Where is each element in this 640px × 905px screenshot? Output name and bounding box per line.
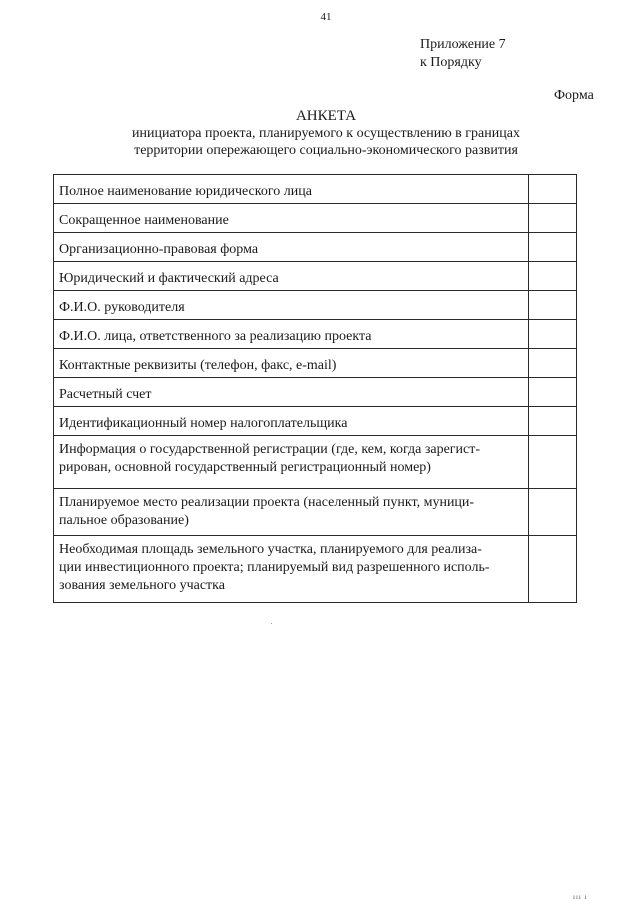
field-value-cell[interactable] [529,320,577,349]
table-row [54,489,577,536]
table-row [54,204,577,233]
field-label-line: Расчетный счет [59,387,152,402]
table-row [54,536,577,603]
field-value-cell[interactable] [529,436,577,489]
field-label-cell [54,378,529,407]
field-label-cell [54,262,529,291]
table-row [54,291,577,320]
table-row [54,407,577,436]
form-label: Форма [554,88,594,103]
field-label-line: зования земельного участка [59,578,225,593]
field-label-line: Сокращенное наименование [59,213,229,228]
page-number: 41 [320,11,332,23]
field-label-cell [54,349,529,378]
questionnaire-table [53,174,577,603]
field-label-line: Организационно-правовая форма [59,242,259,257]
field-label-line: Контактные реквизиты (телефон, факс, e-mail) [59,358,337,373]
document-header [0,107,640,159]
field-value-cell[interactable] [529,349,577,378]
field-label-line: пальное образование) [59,513,189,528]
field-value-cell[interactable] [529,233,577,262]
field-label-line: рирован, основной государственный регистрационный номер) [59,460,431,475]
field-label-cell [54,407,529,436]
field-value-cell[interactable] [529,291,577,320]
field-label-line: ции инвестиционного проекта; планируемый вид разрешенного исполь- [59,560,490,575]
field-value-cell[interactable] [529,175,577,204]
field-label-line: Ф.И.О. руководителя [59,300,185,315]
document-subtitle-line-1: инициатора проекта, планируемого к осуществлению в границах [132,126,520,141]
field-label-cell [54,489,529,536]
table-row [54,320,577,349]
field-label-cell [54,204,529,233]
field-value-cell[interactable] [529,407,577,436]
table-row [54,175,577,204]
field-label-line: Полное наименование юридического лица [59,184,312,199]
field-label-line: Необходимая площадь земельного участка, планируемого для реализа- [59,542,482,557]
field-label-line: Планируемое место реализации проекта (населенный пункт, муници- [59,495,475,510]
field-value-cell[interactable] [529,262,577,291]
table-row [54,378,577,407]
field-value-cell[interactable] [529,204,577,233]
field-label-line: Юридический и фактический адреса [59,271,279,286]
field-label-cell [54,175,529,204]
field-value-cell[interactable] [529,489,577,536]
field-label-line: Идентификационный номер налогоплательщика [59,416,348,431]
document-subtitle-line-2: территории опережающего социально-экономического развития [134,143,518,158]
appendix-reference [420,36,506,72]
field-label-cell [54,233,529,262]
field-label-cell [54,436,529,489]
field-label-cell [54,320,529,349]
document-title: АНКЕТА [295,108,357,124]
table-row [54,436,577,489]
field-label-line: Ф.И.О. лица, ответственного за реализацию проекта [59,329,372,344]
appendix-line-1: Приложение 7 [420,37,506,52]
field-label-cell [54,291,529,320]
field-value-cell[interactable] [529,378,577,407]
scan-artifact [271,623,272,624]
appendix-line-2: к Порядку [420,55,482,70]
table-row [54,233,577,262]
field-value-cell[interactable] [529,536,577,603]
table-row [54,262,577,291]
table-row [54,349,577,378]
field-label-cell [54,536,529,603]
scan-mark: ııı ı [573,893,588,901]
field-label-line: Информация о государственной регистрации (где, кем, когда зарегист- [59,442,481,457]
